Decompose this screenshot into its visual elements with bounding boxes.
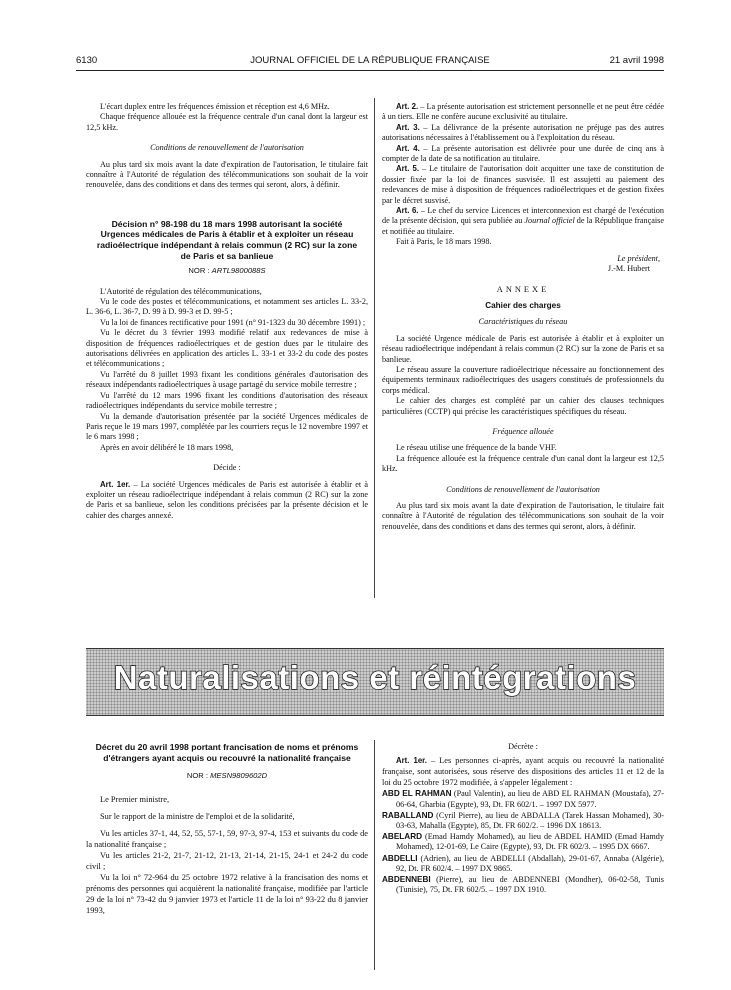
- issue-date: 21 avril 1998: [609, 55, 664, 66]
- visa: Vu la loi de finances rectificative pour 1991 (n° 91-1323 du 30 décembre 1991) ;: [100, 317, 366, 327]
- visa: Après en avoir délibéré le 18 mars 1998,: [100, 442, 234, 452]
- visa: Vu les articles 37-1, 44, 52, 55, 57-1, 59, 97-3, 97-4, 153 et suivants du code de la nationalité française ;: [86, 828, 368, 849]
- article-4: Art. 4. – La présente autorisation est délivrée pour une durée de cinq ans à compter de la date de sa notification au titulaire.: [382, 143, 664, 164]
- paragraph: Le cahier des charges est complété par un cahier des clauses techniques particulières (CCTP) qui précise les caractéristiques spécifiques du réseau.: [382, 396, 664, 416]
- visa: Vu le code des postes et télécommunications, et notamment ses articles L. 33-2, L. 36-6, L. 36-7, D. 99 à D. 99-3 et D. 99-5 ;: [86, 297, 368, 317]
- article-1: Art. 1er. – Les personnes ci-après, ayant acquis ou recouvré la nationalité française, sont autorisées, sous réserve des dispositions des articles 11 et 12 de la loi du 25 octobre 1972 modifiée, à s'appeler légalement :: [382, 756, 664, 788]
- section-heading: Fréquence allouée: [492, 426, 554, 436]
- paragraph: L'Autorité de régulation des télécommunications,: [100, 286, 262, 296]
- page-number: 6130: [76, 55, 98, 66]
- visa: Vu les articles 21-2, 21-7, 21-12, 21-13, 21-14, 21-15, 24-1 et 24-2 du code civil ;: [86, 850, 368, 871]
- section-banner: [86, 648, 664, 716]
- paragraph: L'écart duplex entre les fréquences émission et réception est 4,6 MHz.: [100, 102, 330, 111]
- signatory-title: Le président,: [617, 253, 660, 263]
- visa: Vu l'arrêté du 8 juillet 1993 fixant les conditions générales d'autorisation des réseaux indépendants radioélectriques à usage partagé du service mobile terrestre ;: [86, 369, 368, 390]
- paragraph: Au plus tard six mois avant la date d'expiration de l'autorisation, le titulaire fait connaître à l'Autorité de régulation des télécommunications son souhait de la voir renouvelée, dans des conditions et dans des termes qui seront, alors, à définir.: [86, 159, 368, 190]
- signature-place-date: Fait à Paris, le 18 mars 1998.: [396, 237, 492, 247]
- name-entry: RABALLAND (Cyril Pierre), au lieu de ABDALLA (Tarek Hassan Mohamed), 30-03-63, Mahalla (Egypte), 85, Dt. FR 602/2. – 1996 DX 18613.: [382, 810, 664, 831]
- journal-title: JOURNAL OFFICIEL DE LA RÉPUBLIQUE FRANÇAISE: [250, 55, 490, 66]
- header-rule: [76, 70, 664, 71]
- decrete-heading: Décrète :: [508, 742, 538, 751]
- article-2: Art. 2. – La présente autorisation est strictement personnelle et ne peut être cédée à un tiers. Elle ne confère aucune exclusivité au titulaire.: [382, 102, 664, 122]
- paragraph: La fréquence allouée est la fréquence centrale d'un canal dont la largeur est 12,5 kHz.: [382, 453, 664, 474]
- nor-code: ARTL9800088S: [211, 266, 266, 276]
- nor-reference: NOR : MESN9809602D: [186, 771, 268, 781]
- name-entry: ABELARD (Emad Hamdy Mohamed), au lieu de ABDEL HAMID (Emad Hamdy Mohamed), 12-01-69, Le Caire (Egypte), 93, Dt. FR 602/3. – 1995 DX 6667.: [382, 832, 664, 852]
- paragraph: Le réseau assure la couverture radioélectrique nécessaire au fonctionnement des équipements terminaux radioélectriques des usagers constitués de professionnels du corps médical.: [382, 364, 664, 395]
- section-heading: Caractéristiques du réseau: [478, 317, 568, 327]
- name-entry: ABDELLI (Adrien), au lieu de ABDELLI (Abdallah), 29-01-67, Annaba (Algérie), 92, Dt. FR 602/4. – 1997 DX 9865.: [382, 853, 664, 873]
- visa: Vu le décret du 3 février 1993 modifié relatif aux redevances de mise à disposition de fréquences radioélectriques et de gestion dues par le titulaire des autorisations délivrées en application des articles L. 33-1 et 33-2 du code des postes et télécommunications ;: [86, 328, 368, 369]
- page-header: [76, 55, 664, 69]
- right-column-top: [382, 102, 664, 600]
- paragraph: Sur le rapport de la ministre de l'emploi et de la solidarité,: [100, 811, 295, 821]
- nor-code: MESN9809602D: [210, 771, 268, 781]
- article-6: Art. 6. – Le chef du service Licences et interconnexion est chargé de l'exécution de la présente décision, qui sera publiée au Journal officiel de la République française et notifiée au titulaire.: [382, 206, 664, 236]
- section-heading: Conditions de renouvellement de l'autorisation: [150, 143, 304, 153]
- left-column-bottom: [86, 742, 368, 982]
- article-3: Art. 3. – La délivrance de la présente autorisation ne préjuge pas des autres autorisations nécessaires à l'établissement ou à l'exploitation du réseau.: [382, 122, 664, 143]
- visa: Vu la loi n° 72-964 du 25 octobre 1972 relative à la francisation des noms et prénoms des personnes qui acquièrent la nationalité française, modifiée par l'article 29 de la loi n° 73-42 du 9 janvier 1973 et l'article 11 de la loi n° 93-22 du 8 janvier 1993,: [86, 872, 368, 915]
- decision-title: Décision n° 98-198 du 18 mars 1998 autorisant la société Urgences médicales de Paris à établir et à exploiter un réseau radioélectrique indépendant à relais commun (2 RC) sur la zone de Paris et sa banlieue: [96, 218, 358, 261]
- paragraph: La société Urgence médicale de Paris est autorisée à établir et à exploiter un réseau radioélectrique indépendant à relais commun (2 RC) sur la zone de Paris et sa banlieue.: [382, 333, 664, 364]
- paragraph: Chaque fréquence allouée est la fréquence centrale d'un canal dont la largeur est 12,5 kHz.: [86, 112, 368, 132]
- column-divider: [374, 740, 375, 970]
- paragraph: Le réseau utilise une fréquence de la bande VHF.: [396, 443, 557, 453]
- cahier-heading: Cahier des charges: [485, 300, 561, 310]
- signatory-name: J.-M. Hubert: [607, 264, 650, 274]
- nor-reference: NOR : ARTL9800088S: [188, 266, 266, 276]
- article-5: Art. 5. – Le titulaire de l'autorisation doit acquitter une taxe de constitution de dossier fixée par la loi de finances susvisée. Il est assujetti au paiement des redevances de mise à disposition de fréquences radioélectriques et de gestion fixées par le décret susvisé.: [382, 164, 664, 205]
- visa: Vu la demande d'autorisation présentée par la société Urgences médicales de Paris reçue le 19 mars 1997, complétée par les courriers reçus le 12 novembre 1997 et le 6 mars 1998 ;: [86, 411, 368, 442]
- column-divider: [374, 98, 375, 598]
- decree-title: Décret du 20 avril 1998 portant francisation de noms et prénoms d'étrangers ayant acquis ou recouvré la nationalité française: [95, 742, 359, 763]
- paragraph: Le Premier ministre,: [100, 794, 170, 804]
- section-heading: Conditions de renouvellement de l'autorisation: [446, 484, 600, 494]
- article-1: Art. 1er. – La société Urgences médicales de Paris est autorisée à établir et à exploiter un réseau radioélectrique indépendant à relais commun (2 RC) sur la zone de Paris et sa banlieue, selon les conditions précisées par la présente décision et le cahier des charges annexé.: [86, 479, 368, 520]
- decide-heading: Décide :: [213, 463, 241, 473]
- name-entry: ABD EL RAHMAN (Paul Valentin), au lieu de ABD EL RAHMAN (Moustafa), 27-06-64, Gharbia (Egypte), 93, Dt. FR 602/1. – 1997 DX 5977.: [382, 789, 664, 809]
- visa: Vu l'arrêté du 12 mars 1996 fixant les conditions d'autorisation des réseaux radioélectriques indépendants du service mobile terrestre ;: [86, 390, 368, 411]
- annexe-heading: ANNEXE: [496, 284, 550, 294]
- name-entry: ABDENNEBI (Pierre), au lieu de ABDENNEBI (Mondher), 06-02-58, Tunis (Tunisie), 75, Dt. FR 602/5. – 1997 DX 1910.: [382, 875, 664, 895]
- right-column-bottom: [382, 742, 664, 982]
- left-column-top: [86, 102, 368, 600]
- paragraph: Au plus tard six mois avant la date d'expiration de l'autorisation, le titulaire fait connaître à l'Autorité de régulation des télécommunications son souhait de la voir renouvelée, dans des conditions et dans des termes qui seront, alors, à définir.: [382, 501, 664, 531]
- banner-title: Naturalisations et réintégrations: [113, 659, 637, 696]
